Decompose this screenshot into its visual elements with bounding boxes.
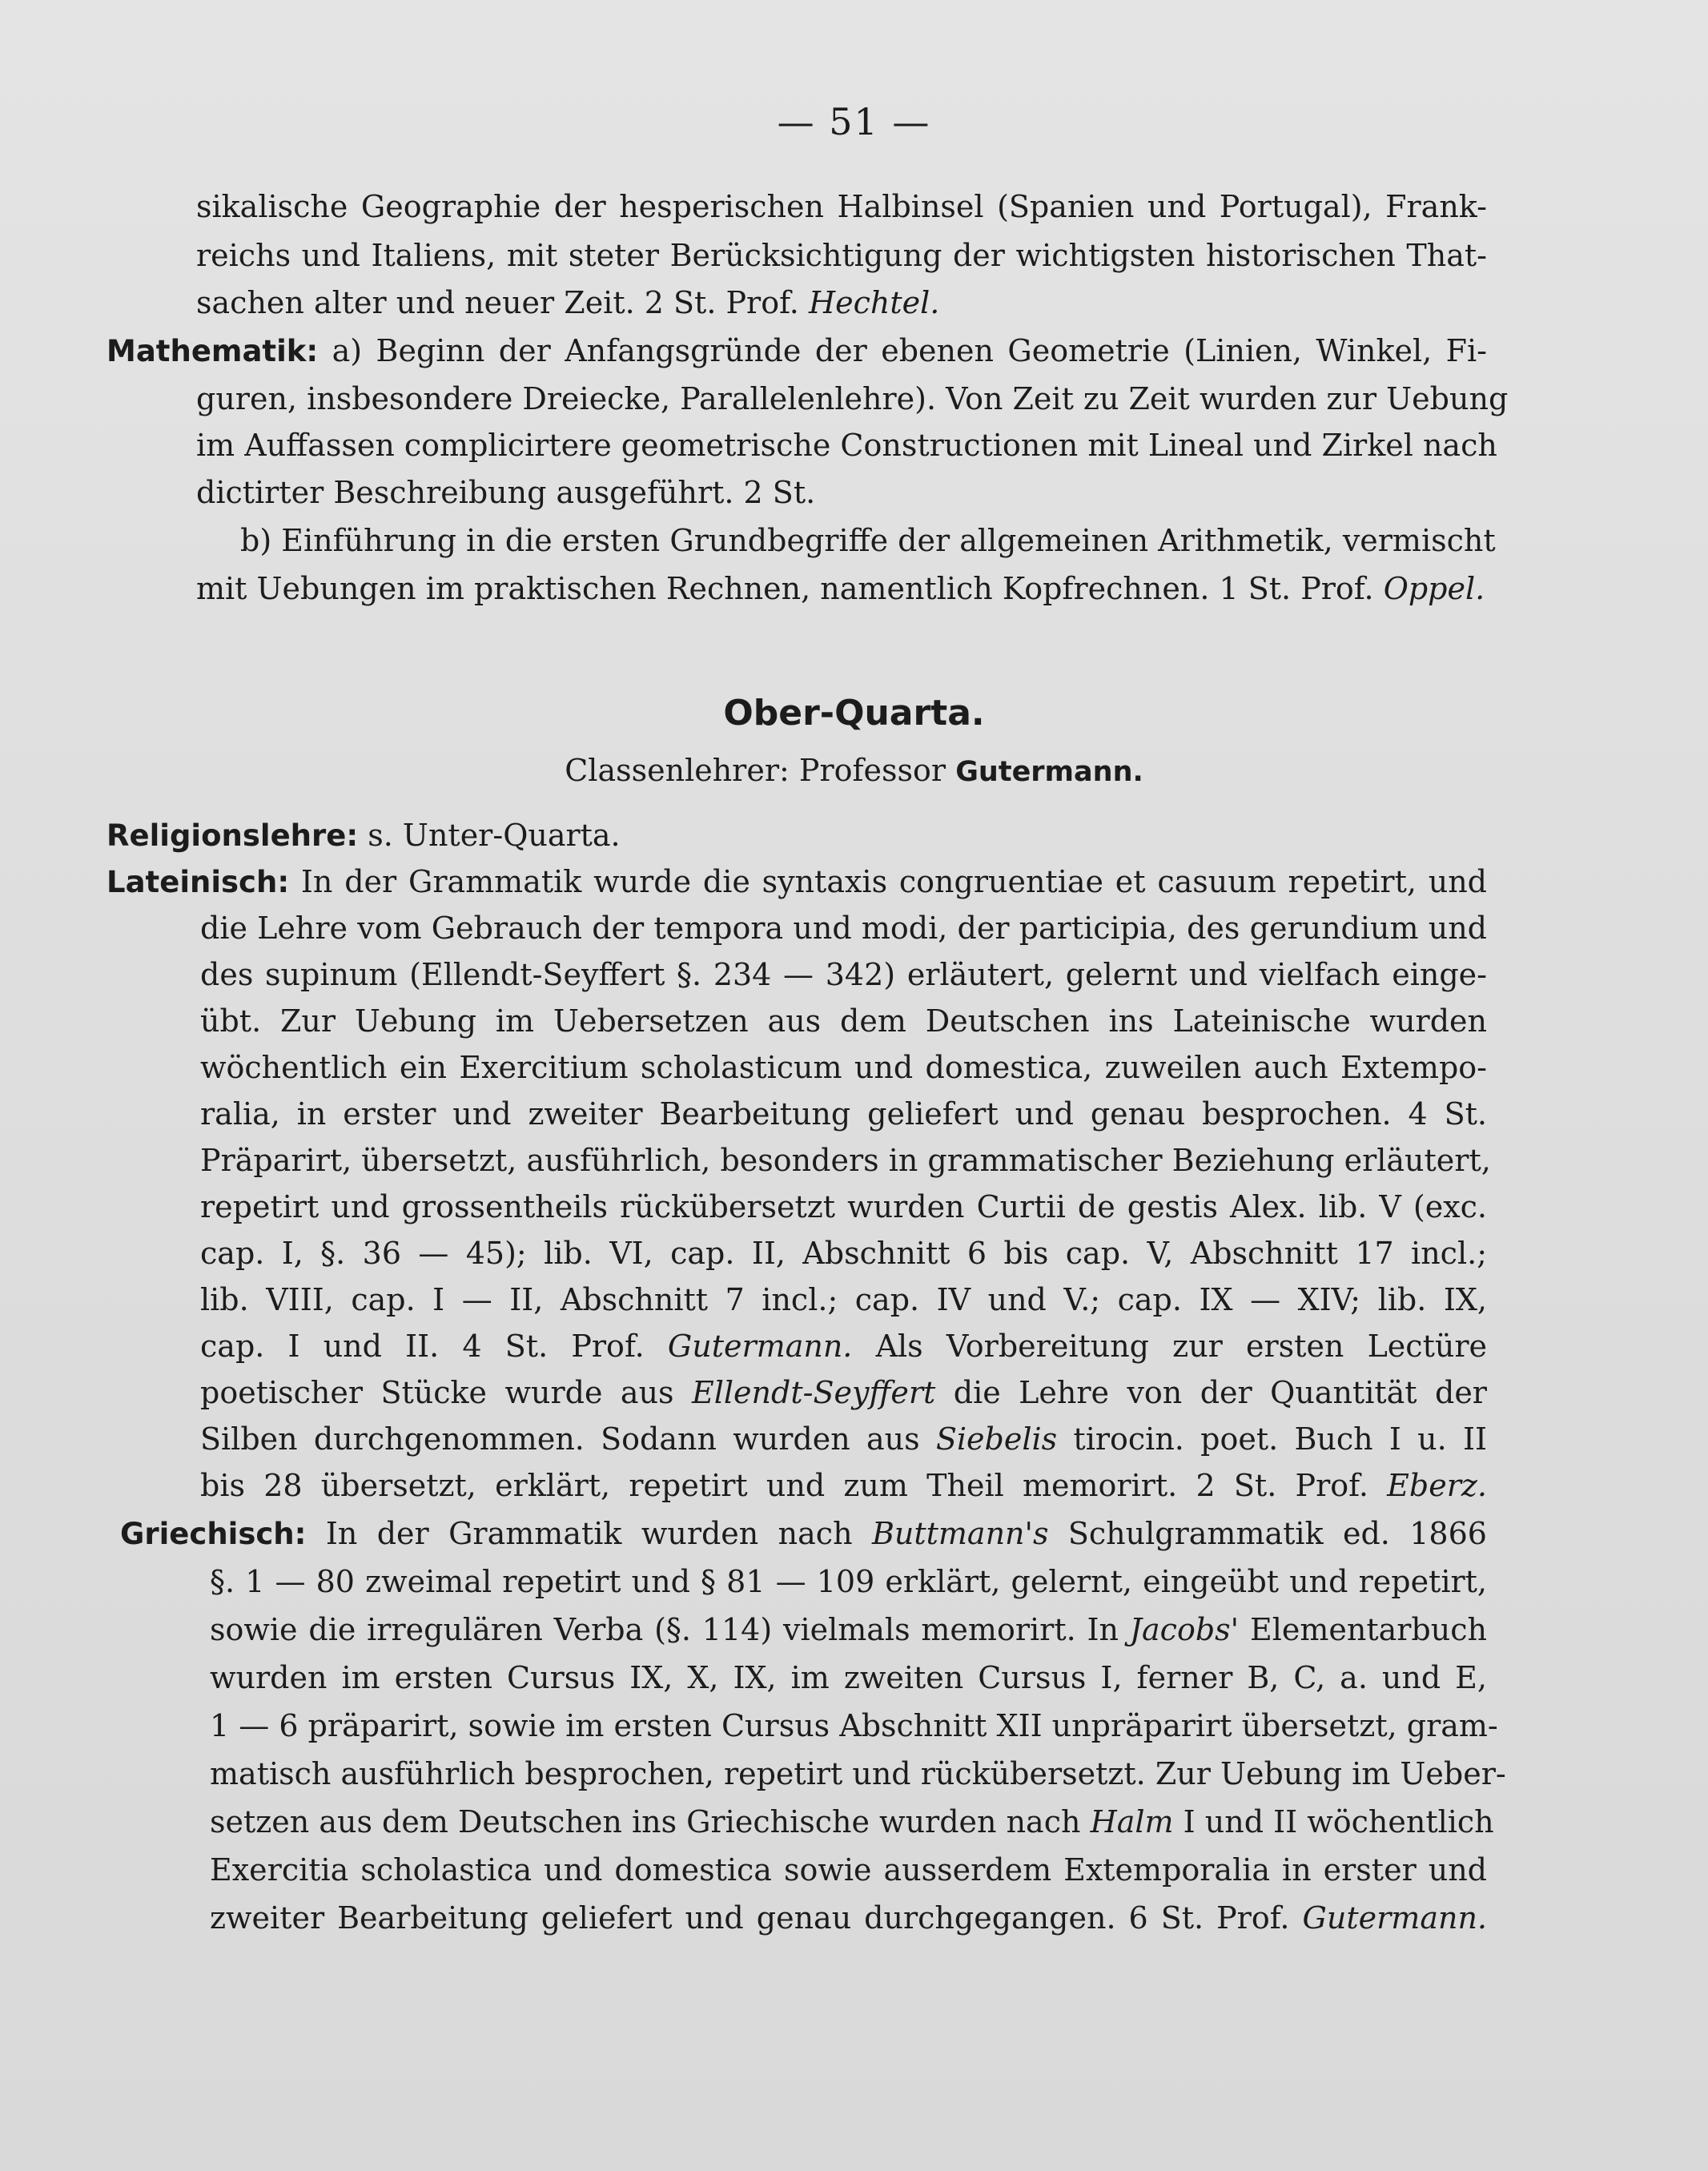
latein-line-7: Präparirt, übersetzt, ausführlich, besonders in grammatischer Beziehung erläutert, <box>200 1143 1491 1178</box>
latein-line-14-text: bis 28 übersetzt, erklärt, repetirt und zum Theil memorirt. 2 St. Prof. <box>200 1468 1368 1503</box>
latein-line-6: ralia, in erster und zweiter Bearbeitung geliefert und genau besprochen. 4 St. <box>200 1096 1487 1132</box>
latein-line-13-text-a: Silben durchgenommen. Sodann wurden aus <box>200 1421 920 1457</box>
section-title: Ober-Quarta. <box>723 693 985 734</box>
book-author: Jacobs' <box>1129 1612 1240 1647</box>
subject-label-mathematik: Mathematik: <box>106 334 319 368</box>
griechisch-line-8: Exercitia scholastica und domestica sowie ausserdem Extemporalia in erster und <box>210 1852 1487 1888</box>
latein-line-10: lib. VIII, cap. I — II, Abschnitt 7 incl.; cap. IV und V.; cap. IX — XIV; lib. IX, <box>200 1282 1487 1317</box>
latein-line-1-text: In der Grammatik wurde die syntaxis congruentiae et casuum repetirt, und <box>300 864 1487 899</box>
teacher-name: Hechtel. <box>808 285 940 320</box>
griechisch-line-1-text-a: In der Grammatik wurden nach <box>325 1516 853 1551</box>
latein-line-8: repetirt und grossentheils rückübersetzt wurden Curtii de gestis Alex. lib. V (exc. <box>200 1189 1487 1224</box>
subject-label-griechisch: Griechisch: <box>120 1517 307 1551</box>
latein-line-14 <box>200 1465 1487 1506</box>
book-author: Ellendt-Seyffert <box>692 1375 936 1410</box>
latein-line-11 <box>200 1326 1487 1366</box>
bleed-through-text <box>104 192 114 227</box>
mathematik-line-4: dictirter Beschreibung ausgeführt. 2 St. <box>196 475 816 510</box>
griechisch-line-2: §. 1 — 80 zweimal repetirt und § 81 — 109 erklärt, gelernt, eingeübt und repetirt, <box>210 1564 1487 1599</box>
geography-line-3 <box>196 283 939 323</box>
geography-line-3-text: sachen alter und neuer Zeit. 2 St. Prof. <box>196 285 799 320</box>
religion-text: s. Unter-Quarta. <box>368 818 621 853</box>
griechisch-line-9 <box>210 1898 1487 1938</box>
geography-line-2: reichs und Italiens, mit steter Berücksichtigung der wichtigsten historischen That- <box>196 238 1487 273</box>
book-author: Siebelis <box>935 1421 1058 1457</box>
griechisch-line-3-text-b: Elementarbuch <box>1249 1612 1487 1647</box>
mathematik-line-1 <box>106 331 1487 372</box>
griechisch-line-7 <box>210 1802 1494 1842</box>
classenlehrer-label: Classenlehrer: Professor <box>565 753 946 788</box>
latein-line-11-text-a: cap. I und II. 4 St. Prof. <box>200 1329 645 1364</box>
griechisch-line-3 <box>210 1610 1487 1650</box>
latein-line-12-text-b: die Lehre von der Quantität der <box>953 1375 1487 1410</box>
teacher-name: Oppel. <box>1383 571 1485 606</box>
mathematik-line-5: b) Einführung in die ersten Grundbegriffe der allgemeinen Arithmetik, vermischt <box>240 523 1496 558</box>
latein-line-12 <box>200 1373 1487 1413</box>
religion-line <box>106 815 621 856</box>
griechisch-line-7-text-b: I und II wöchentlich <box>1183 1804 1494 1839</box>
latein-line-9: cap. I, §. 36 — 45); lib. VI, cap. II, Abschnitt 6 bis cap. V, Abschnitt 17 incl.; <box>200 1236 1487 1271</box>
griechisch-line-4: wurden im ersten Cursus IX, X, IX, im zweiten Cursus I, ferner B, C, a. und E, <box>210 1660 1487 1695</box>
classenlehrer-line <box>0 753 1708 788</box>
book-author: Halm <box>1090 1804 1174 1839</box>
class-teacher-name: Gutermann. <box>955 756 1143 788</box>
griechisch-line-6: matisch ausführlich besprochen, repetirt und rückübersetzt. Zur Uebung im Ueber- <box>210 1756 1506 1791</box>
griechisch-line-1-text-b: Schulgrammatik ed. 1866 <box>1067 1516 1487 1551</box>
griechisch-line-3-text-a: sowie die irregulären Verba (§. 114) vielmals memorirt. In <box>210 1612 1119 1647</box>
mathematik-line-2: guren, insbesondere Dreiecke, Parallelenlehre). Von Zeit zu Zeit wurden zur Uebung <box>196 381 1509 416</box>
griechisch-line-5: 1 — 6 präparirt, sowie im ersten Cursus Abschnitt XII unpräparirt übersetzt, gram- <box>210 1708 1498 1743</box>
teacher-name: Gutermann. <box>667 1329 853 1364</box>
page-number: — 51 — <box>777 100 931 143</box>
latein-line-12-text-a: poetischer Stücke wurde aus <box>200 1375 674 1410</box>
book-author: Buttmann's <box>871 1516 1049 1551</box>
latein-line-11-text-b: Als Vorbereitung zur ersten Lectüre <box>875 1329 1487 1364</box>
latein-line-1 <box>106 862 1487 903</box>
latein-line-4: übt. Zur Uebung im Uebersetzen aus dem Deutschen ins Lateinische wurden <box>200 1003 1487 1039</box>
teacher-name: Eberz. <box>1387 1468 1487 1503</box>
latein-line-13-text-b: tirocin. poet. Buch I u. II <box>1073 1421 1487 1457</box>
mathematik-line-3: im Auffassen complicirtere geometrische Constructionen mit Lineal und Zirkel nach <box>196 428 1497 463</box>
latein-line-3: des supinum (Ellendt-Seyffert §. 234 — 342) erläutert, gelernt und vielfach einge- <box>200 957 1487 992</box>
subject-label-religion: Religionslehre: <box>106 818 359 853</box>
griechisch-line-1 <box>120 1514 1487 1554</box>
griechisch-line-9-text: zweiter Bearbeitung geliefert und genau durchgegangen. 6 St. Prof. <box>210 1900 1290 1936</box>
mathematik-line-6-text: mit Uebungen im praktischen Rechnen, namentlich Kopfrechnen. 1 St. Prof. <box>196 571 1374 606</box>
subject-label-latein: Lateinisch: <box>106 865 290 899</box>
mathematik-line-6 <box>196 569 1485 609</box>
latein-line-5: wöchentlich ein Exercitium scholasticum und domestica, zuweilen auch Extempo- <box>200 1050 1487 1085</box>
latein-line-13 <box>200 1419 1487 1459</box>
griechisch-line-7-text-a: setzen aus dem Deutschen ins Griechische wurden nach <box>210 1804 1081 1839</box>
latein-line-2: die Lehre vom Gebrauch der tempora und modi, der participia, des gerundium und <box>200 911 1487 946</box>
teacher-name: Gutermann. <box>1302 1900 1487 1936</box>
mathematik-line-1-text: a) Beginn der Anfangsgründe der ebenen Geometrie (Linien, Winkel, Fi- <box>332 333 1487 368</box>
geography-line-1: sikalische Geographie der hesperischen Halbinsel (Spanien und Portugal), Frank- <box>196 189 1487 224</box>
